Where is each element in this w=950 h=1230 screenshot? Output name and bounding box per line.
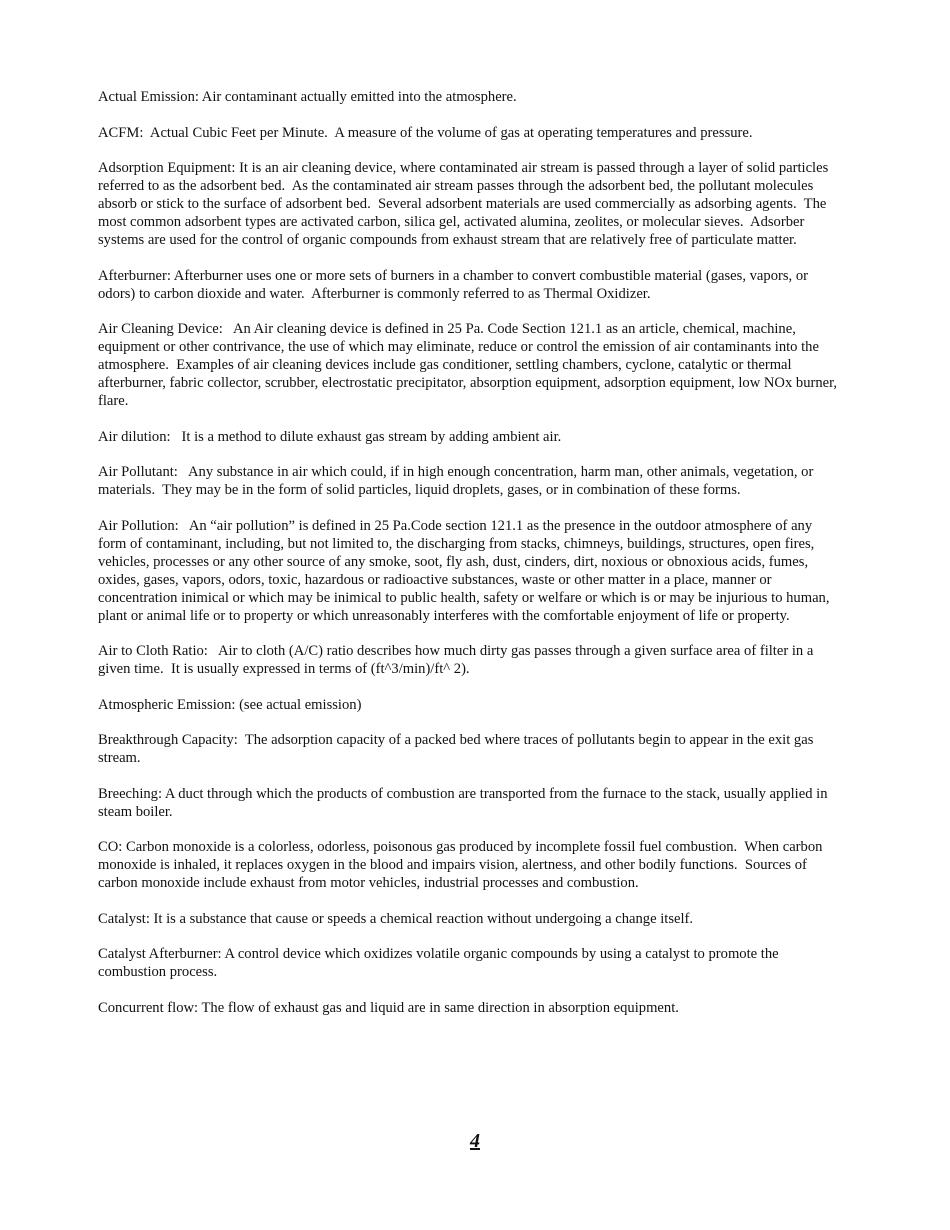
glossary-entry-breakthrough-capacity: Breakthrough Capacity: The adsorption capacity of a packed bed where traces of pollutants begin to appear in the exit gas stream. xyxy=(98,732,818,766)
glossary-entry-adsorption-equipment: Adsorption Equipment: It is an air cleaning device, where contaminated air stream is passed through a layer of solid particles referred to as the adsorbent bed. As the contaminated air stream passes through the adsorbent bed, the pollutant molecules absorb or stick to the surface of adsorbent bed. Several adsorbent materials are used commercially as adsorbing agents. The most common adsorbent types are activated carbon, silica gel, activated alumina, zeolites, or molecular sieves. Adsorber systems are used for the control of organic compounds from exhaust stream that are relatively free of particulate matter. xyxy=(98,160,832,248)
glossary-entry-air-pollution: Air Pollution: An “air pollution” is defined in 25 Pa.Code section 121.1 as the presence in the outdoor atmosphere of any form of contaminant, including, but not limited to, the discharging from stacks, chimneys, buildings, structures, open fires, vehicles, processes or any other source of any smoke, soot, fly ash, dust, cinders, dirt, noxious or obnoxious acids, fumes, oxides, gases, vapors, odors, toxic, hazardous or radioactive substances, waste or other matter in a place, manner or concentration inimical or which may be inimical to public health, safety or welfare or which is or may be injurious to human, plant or animal life or to property or which unreasonably interferes with the comfortable enjoyment of life or property. xyxy=(98,517,834,624)
glossary-entry-breeching: Breeching: A duct through which the products of combustion are transported from the furnace to the stack, usually applied in steam boiler. xyxy=(98,785,832,820)
glossary-entry-air-cleaning-device: Air Cleaning Device: An Air cleaning device is defined in 25 Pa. Code Section 121.1 as an article, chemical, machine, equipment or other contrivance, the use of which may eliminate, reduce or control the emission of air contaminants into the atmosphere. Examples of air cleaning devices include gas conditioner, settling chambers, cyclone, catalytic or thermal afterburner, fabric collector, scrubber, electrostatic precipitator, absorption equipment, adsorption equipment, low NOx burner, flare. xyxy=(98,321,841,409)
glossary-entry-catalyst-afterburner: Catalyst Afterburner: A control device which oxidizes volatile organic compounds by using a catalyst to promote the combustion process. xyxy=(98,946,783,980)
glossary-entry-air-to-cloth-ratio: Air to Cloth Ratio: Air to cloth (A/C) ratio describes how much dirty gas passes through a given surface area of filter in a given time. It is usually expressed in terms of (ft^3/min)/ft^ 2). xyxy=(98,643,817,677)
glossary-entry-air-dilution: Air dilution: It is a method to dilute exhaust gas stream by adding ambient air. xyxy=(98,428,562,445)
glossary xyxy=(98,88,843,1034)
glossary-entry-afterburner: Afterburner: Afterburner uses one or more sets of burners in a chamber to convert combustible material (gases, vapors, or odors) to carbon dioxide and water. Afterburner is commonly referred to as Thermal Oxidizer. xyxy=(98,267,812,302)
glossary-entry-catalyst: Catalyst: It is a substance that cause or speeds a chemical reaction without undergoing a change itself. xyxy=(98,910,694,927)
glossary-entry-actual-emission: Actual Emission: Air contaminant actually emitted into the atmosphere. xyxy=(98,89,517,105)
page-number: 4 xyxy=(470,1130,480,1152)
glossary-entry-co: CO: Carbon monoxide is a colorless, odorless, poisonous gas produced by incomplete fossil fuel combustion. When carbon monoxide is inhaled, it replaces oxygen in the blood and impairs vision, alertness, and other bodily functions. Sources of carbon monoxide include exhaust from motor vehicles, industrial processes and combustion. xyxy=(98,839,827,891)
glossary-entry-atmospheric-emission: Atmospheric Emission: (see actual emission) xyxy=(98,696,362,713)
glossary-entry-concurrent-flow: Concurrent flow: The flow of exhaust gas and liquid are in same direction in absorption equipment. xyxy=(98,999,679,1016)
glossary-entry-air-pollutant: Air Pollutant: Any substance in air which could, if in high enough concentration, harm man, other animals, vegetation, or materials. They may be in the form of solid particles, liquid droplets, gases, or in combination of these forms. xyxy=(98,464,817,498)
glossary-entry-acfm: ACFM: Actual Cubic Feet per Minute. A measure of the volume of gas at operating temperatures and pressure. xyxy=(98,124,753,141)
